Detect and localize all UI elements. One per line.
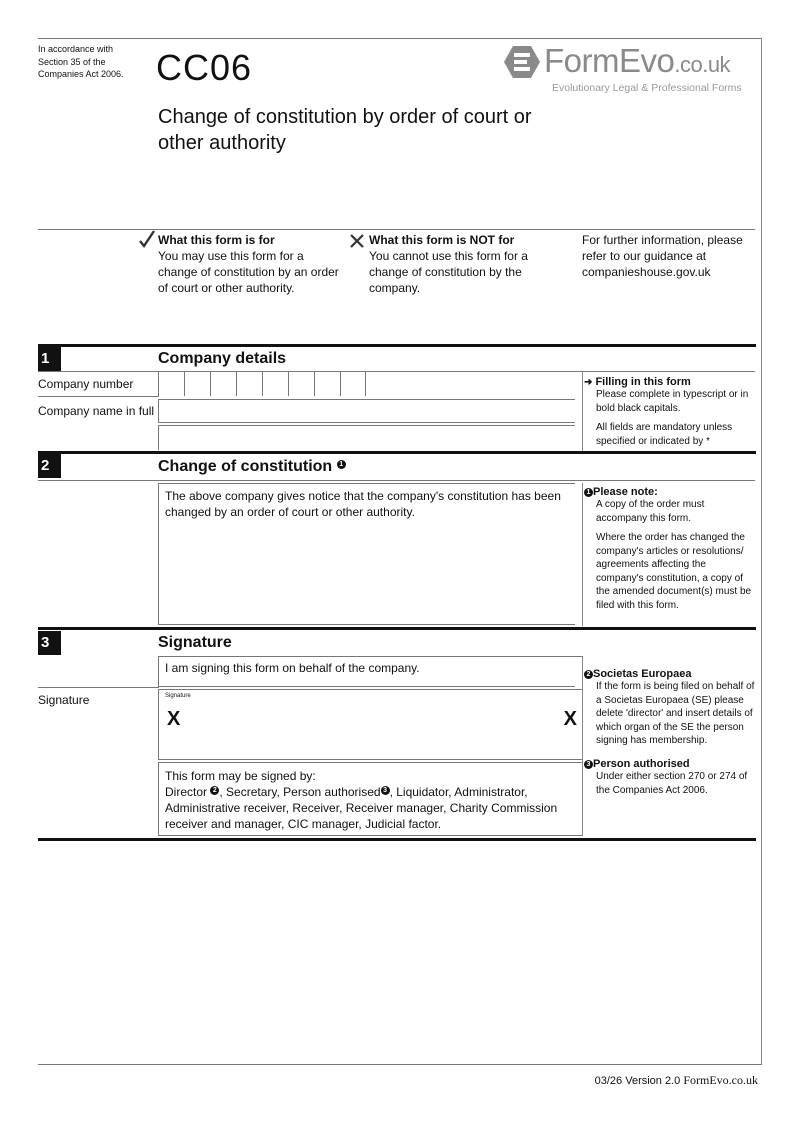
filling-in-heading: Filling in this form: [595, 376, 691, 388]
section1-side-divider: [582, 371, 583, 452]
right-border: [761, 38, 762, 1064]
declaration-text: I am signing this form on behalf of the company.: [165, 661, 420, 675]
company-number-cell[interactable]: [236, 372, 262, 396]
person-authorised-text: Under either section 270 or 274 of the Companies Act 2006.: [596, 771, 748, 796]
form-for-text: You may use this form for a change of constitution by an order of court or other authority.: [158, 249, 339, 295]
sign-here-mark-left: X: [167, 708, 181, 730]
company-name-label: Company name in full: [38, 404, 155, 418]
form-code: CC06: [156, 47, 253, 88]
section2-rule: [38, 451, 756, 454]
form-not-for-block: [369, 232, 544, 296]
section1-subrule: [38, 371, 755, 372]
section3-number: 3: [38, 631, 61, 655]
check-icon: [138, 229, 156, 254]
footer-version: 03/26 Version 2.0: [594, 1075, 681, 1087]
section2-title-text: Change of constitution: [158, 458, 333, 475]
filling-in-note: [584, 376, 756, 448]
accordance-note: [38, 43, 124, 81]
formevo-logo: [504, 44, 759, 96]
signers-secretary: , Secretary, Person authorised: [219, 785, 381, 799]
please-note-text-2: Where the order has changed the company's articles or resolutions/ agreements affecting the company's constitution, a copy of the amended document(s) must be filed with this form.: [596, 532, 752, 611]
note-marker-icon: 1: [337, 460, 346, 469]
bottom-border: [38, 1064, 762, 1065]
section2-side-divider: [582, 483, 583, 626]
note-marker-icon: 3: [584, 760, 593, 769]
declaration-box: [158, 657, 575, 687]
filling-in-text: Please complete in typescript or in bold black capitals.: [596, 389, 749, 414]
form-end-rule: [38, 838, 756, 841]
company-number-cell[interactable]: [288, 372, 314, 396]
note-marker-icon: 2: [210, 786, 219, 795]
accordance-line: Companies Act 2006.: [38, 69, 124, 79]
signers-others: , Liquidator, Administrator, Administrative receiver, Receiver, Receiver manager, Charity Commission receiver and manager, CIC manager, Judicial factor.: [165, 785, 558, 831]
change-statement-box: [158, 483, 575, 625]
company-number-cell[interactable]: [314, 372, 340, 396]
company-number-cell[interactable]: [184, 372, 210, 396]
note-marker-icon: 1: [584, 488, 593, 497]
please-note-text: A copy of the order must accompany this form.: [596, 499, 705, 524]
section2-subrule: [38, 480, 755, 481]
section1-title: Company details: [158, 350, 287, 367]
form-for-block: [158, 232, 343, 296]
logo-suffix: .co.uk: [674, 52, 731, 77]
signers-list: [165, 784, 577, 832]
cross-icon: [349, 233, 365, 254]
section2-number: 2: [38, 454, 61, 478]
signers-director: Director: [165, 785, 208, 799]
footer-brand: FormEvo.co.uk: [683, 1073, 758, 1087]
societas-heading: Societas Europaea: [593, 668, 692, 680]
note-marker-icon: 2: [584, 670, 593, 679]
section1-rule: [38, 344, 756, 347]
company-number-cell[interactable]: [262, 372, 288, 396]
further-info-text: For further information, please refer to our guidance at companieshouse.gov.uk: [582, 233, 743, 279]
company-number-label: Company number: [38, 377, 134, 391]
section1-number: 1: [38, 347, 61, 371]
company-name-field-line2[interactable]: [158, 425, 575, 450]
please-note-heading: Please note:: [593, 486, 658, 498]
company-number-cell[interactable]: [210, 372, 236, 396]
signers-box: [158, 762, 583, 836]
section3-title: Signature: [158, 634, 232, 651]
mandatory-text: All fields are mandatory unless specified or indicated by *: [596, 422, 733, 447]
company-name-field-line1[interactable]: [158, 399, 575, 423]
societas-text: If the form is being filed on behalf of a Societas Europaea (SE) please delete 'director' and insert details of which organ of the SE the person signing has membership.: [596, 681, 755, 746]
footer: [595, 1073, 758, 1088]
accordance-line: In accordance with: [38, 44, 114, 54]
section2-title: [158, 458, 346, 476]
change-statement-text: The above company gives notice that the company's constitution has been changed by an order of court or other authority.: [165, 489, 561, 519]
signature-row-rule: [38, 687, 159, 688]
company-number-cell[interactable]: [340, 372, 366, 396]
person-authorised-heading: Person authorised: [593, 758, 690, 770]
note-marker-icon: 3: [381, 786, 390, 795]
section3-side-divider: [582, 657, 583, 836]
signature-label: Signature: [38, 693, 90, 707]
company-number-underline: [38, 396, 159, 397]
societas-note: [584, 668, 756, 748]
signature-box-caption: Signature: [165, 693, 191, 699]
logo-brand: FormEvo: [544, 42, 675, 79]
page-title: Change of constitution by order of court or other authority: [158, 106, 532, 154]
form-not-for-text: You cannot use this form for a change of constitution by the company.: [369, 249, 528, 295]
section3-rule: [38, 627, 756, 630]
formevo-logo-icon: [504, 44, 540, 80]
person-authorised-note: [584, 758, 756, 797]
arrow-icon: ➜: [584, 377, 593, 388]
top-border: [38, 38, 762, 39]
please-note: [584, 486, 756, 612]
signers-heading: This form may be signed by:: [165, 769, 316, 783]
form-for-heading: What this form is for: [158, 233, 275, 247]
signature-field[interactable]: [158, 689, 583, 760]
accordance-line: Section 35 of the: [38, 56, 106, 67]
sign-here-mark-right: X: [563, 708, 577, 730]
logo-tagline: Evolutionary Legal & Professional Forms: [552, 82, 742, 94]
form-not-for-heading: What this form is NOT for: [369, 233, 515, 247]
